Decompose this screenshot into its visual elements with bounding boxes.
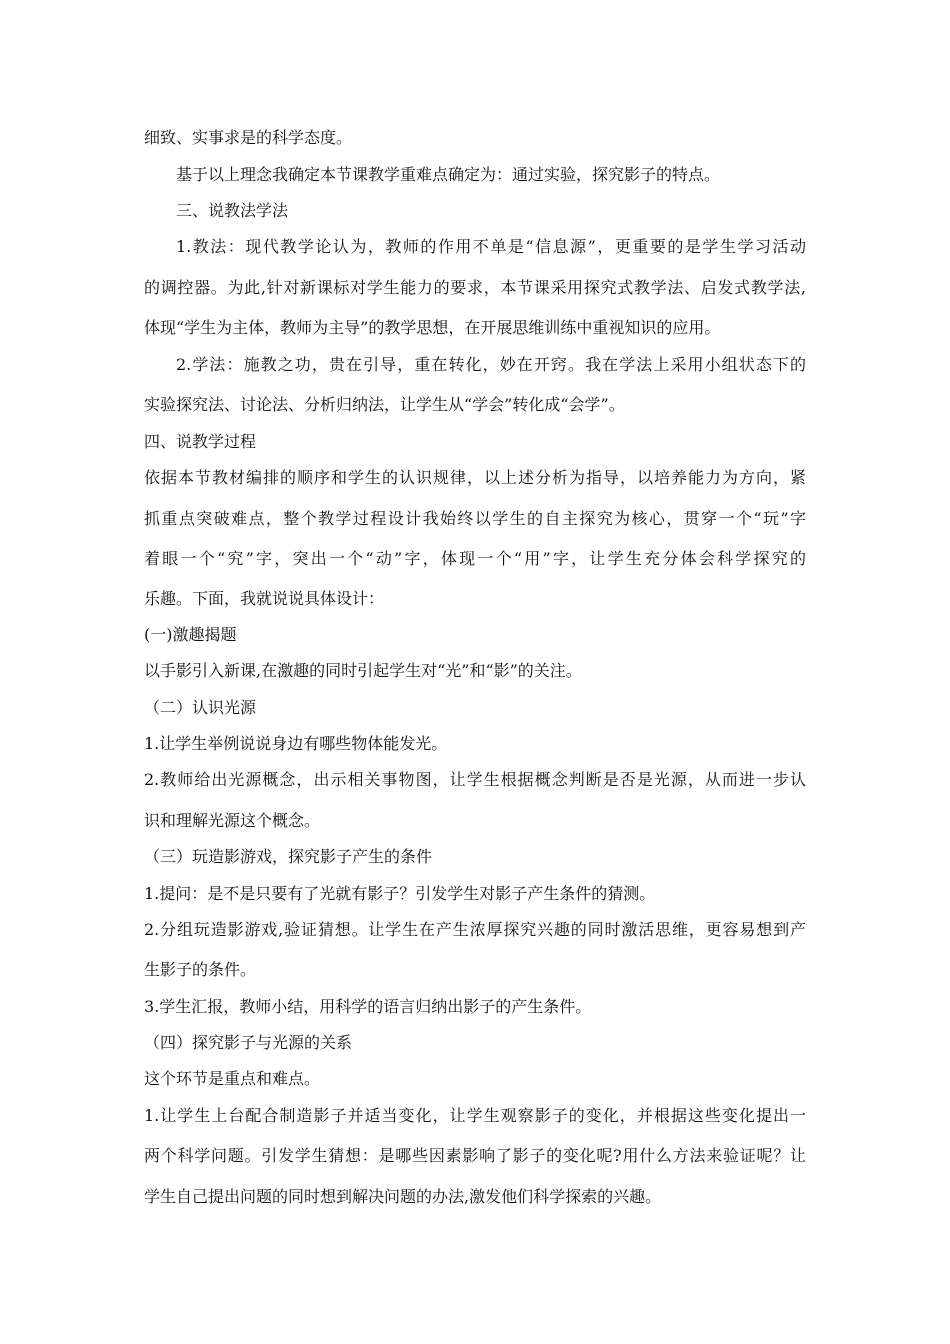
text-line: 基于以上理念我确定本节课教学重难点确定为：通过实验，探究影子的特点。 (176, 165, 721, 184)
subsection-heading: （三）玩造影游戏，探究影子产生的条件 (144, 847, 433, 866)
subsection-heading: （四）探究影子与光源的关系 (144, 1033, 353, 1052)
text-line: 乐趣。下面，我就说说具体设计： (144, 589, 385, 608)
subsection-heading: （二）认识光源 (144, 698, 257, 717)
text-line: 体现“学生为主体，教师为主导”的教学思想，在开展思维训练中重视知识的应用。 (144, 318, 721, 337)
text-line: 1.让学生举例说说身边有哪些物体能发光。 (144, 734, 448, 753)
text-line: 2.学法：施教之功，贵在引导，重在转化，妙在开窍。我在学法上采用小组状态下的 (176, 355, 806, 374)
text-line: 细致、实事求是的科学态度。 (144, 128, 353, 147)
text-line: 学生自己提出问题的同时想到解决问题的办法,激发他们科学探索的兴趣。 (144, 1187, 662, 1206)
text-line: 1.让学生上台配合制造影子并适当变化，让学生观察影子的变化，并根据这些变化提出一 (144, 1106, 806, 1125)
text-line: 实验探究法、讨论法、分析归纳法，让学生从“学会”转化成“会学”。 (144, 395, 625, 414)
text-line: 3.学生汇报，教师小结，用科学的语言归纳出影子的产生条件。 (144, 997, 592, 1016)
text-line: 依据本节教材编排的顺序和学生的认识规律，以上述分析为指导，以培养能力为方向，紧 (144, 468, 806, 487)
text-line: 识和理解光源这个概念。 (144, 811, 321, 830)
text-line: 两个科学问题。引发学生猜想：是哪些因素影响了影子的变化呢?用什么方法来验证呢？让 (144, 1146, 806, 1165)
text-line: 1.教法：现代教学论认为，教师的作用不单是“信息源”，更重要的是学生学习活动 (176, 237, 806, 256)
section-heading: 三、说教法学法 (176, 201, 289, 220)
text-line: 2.分组玩造影游戏,验证猜想。让学生在产生浓厚探究兴趣的同时激活思维，更容易想到产 (144, 920, 806, 939)
subsection-heading: (一)激趣揭题 (144, 625, 237, 644)
text-line: 以手影引入新课,在激趣的同时引起学生对“光”和“影”的关注。 (144, 661, 582, 680)
text-line: 的调控器。为此,针对新课标对学生能力的要求，本节课采用探究式教学法、启发式教学法, (144, 278, 806, 297)
text-line: 2.教师给出光源概念，出示相关事物图，让学生根据概念判断是否是光源，从而进一步认 (144, 770, 806, 789)
text-line: 抓重点突破难点，整个教学过程设计我始终以学生的自主探究为核心，贯穿一个“玩”字 (144, 509, 806, 528)
text-line: 生影子的条件。 (144, 960, 257, 979)
text-line: 1.提问：是不是只要有了光就有影子？引发学生对影子产生条件的猜测。 (144, 884, 656, 903)
text-line: 着眼一个“究”字，突出一个“动”字，体现一个“用”字，让学生充分体会科学探究的 (144, 549, 806, 568)
section-heading: 四、说教学过程 (144, 432, 257, 451)
text-line: 这个环节是重点和难点。 (144, 1069, 321, 1088)
